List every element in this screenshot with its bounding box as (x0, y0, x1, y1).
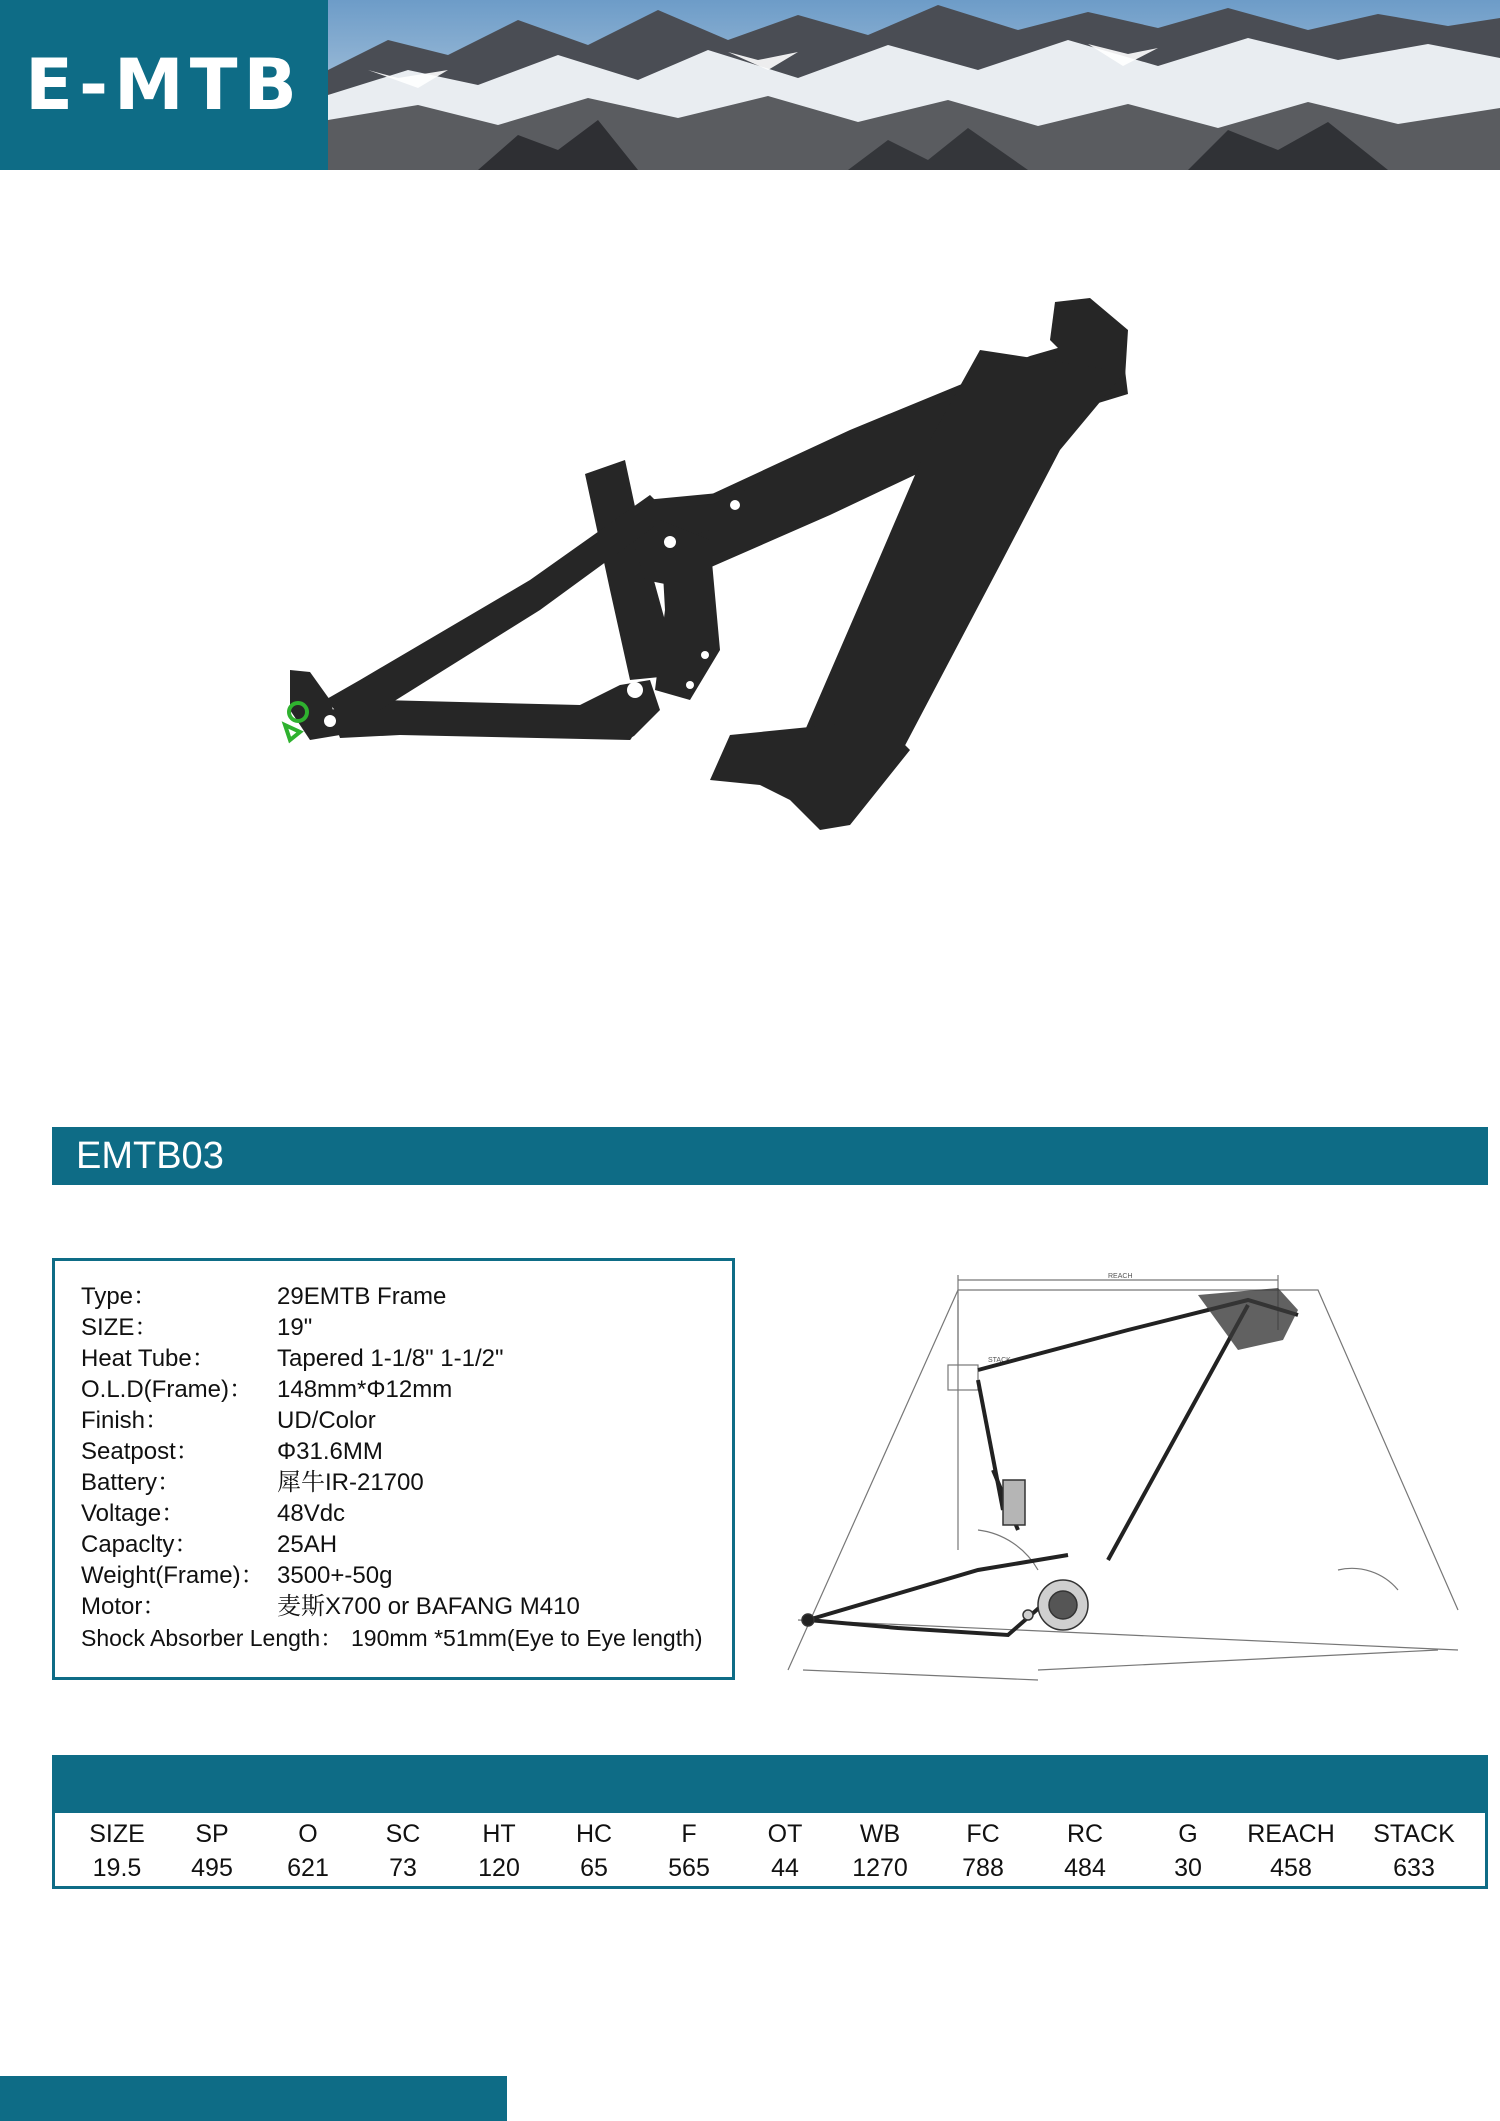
spec-label: Type： (81, 1283, 158, 1310)
geo-value: 30 (1174, 1854, 1202, 1882)
spec-row-battery (81, 1467, 721, 1499)
spec-value: 麦斯X700 or BAFANG M410 (277, 1593, 580, 1620)
spec-value: 29EMTB Frame (277, 1283, 447, 1310)
reach-label: REACH (1108, 1273, 1133, 1280)
geo-value: 1270 (852, 1854, 908, 1882)
spec-label: Capaclty： (81, 1531, 199, 1558)
spec-row-motor (81, 1591, 721, 1623)
spec-value: 19" (277, 1314, 313, 1341)
geo-header: STACK (1373, 1820, 1455, 1848)
spec-label: Finish： (81, 1407, 170, 1434)
geo-value: 65 (580, 1854, 608, 1882)
spec-table (52, 1258, 735, 1680)
geo-header: SC (385, 1820, 421, 1848)
spec-row-voltage (81, 1498, 721, 1530)
geo-header: O (298, 1820, 318, 1848)
geometry-table (52, 1811, 1488, 1889)
geo-value: 565 (668, 1854, 710, 1882)
geometry-drawing (778, 1270, 1468, 1700)
spec-label: O.L.D(Frame)： (81, 1376, 254, 1403)
spec-label: Weight(Frame)： (81, 1562, 265, 1589)
spec-label: Seatpost： (81, 1438, 200, 1465)
geo-header: SP (195, 1820, 229, 1848)
geo-value: 73 (389, 1854, 417, 1882)
spec-row-capacity (81, 1529, 721, 1561)
mountain-banner-image (328, 0, 1500, 170)
spec-value: Φ31.6MM (277, 1438, 383, 1465)
spec-row-seatpost (81, 1436, 721, 1468)
geometry-header-bar (52, 1755, 1488, 1813)
geo-header: RC (1066, 1820, 1104, 1848)
spec-value: 25AH (277, 1531, 338, 1558)
spec-value: 190mm *51mm(Eye to Eye length) (351, 1625, 703, 1651)
geo-header: FC (966, 1820, 1000, 1848)
brand-title: E-MTB (0, 0, 328, 170)
geo-header: SIZE (89, 1820, 145, 1848)
spec-value: 48Vdc (277, 1500, 346, 1527)
geo-value: 44 (771, 1854, 799, 1882)
spec-label: SIZE： (81, 1314, 159, 1341)
geo-value: 788 (962, 1854, 1004, 1882)
spec-label: Battery： (81, 1469, 182, 1496)
spec-label: Motor： (81, 1593, 167, 1620)
spec-row-type (81, 1281, 721, 1313)
geo-header: G (1178, 1820, 1198, 1848)
model-name: EMTB03 (52, 1127, 1488, 1185)
footer-accent-bar (0, 2076, 507, 2121)
geo-value: 495 (191, 1854, 233, 1882)
spec-row-old (81, 1374, 721, 1406)
frame-product-image (150, 280, 1350, 1040)
geo-header: HC (575, 1820, 613, 1848)
spec-value: 148mm*Φ12mm (277, 1376, 453, 1403)
spec-row-shock (81, 1622, 721, 1654)
geo-header: OT (767, 1820, 803, 1848)
spec-value: 犀牛IR-21700 (277, 1469, 424, 1496)
spec-row-weight (81, 1560, 721, 1592)
spec-value: Tapered 1-1/8" 1-1/2" (277, 1345, 504, 1372)
geo-header: REACH (1247, 1820, 1335, 1848)
spec-label: Voltage： (81, 1500, 186, 1527)
spec-row-size (81, 1312, 721, 1344)
geo-header: WB (859, 1820, 901, 1848)
geo-header: HT (482, 1820, 516, 1848)
spec-label: Heat Tube： (81, 1345, 216, 1372)
stack-label: STACK (988, 1357, 1011, 1364)
geo-value: 633 (1393, 1854, 1435, 1882)
geo-value: 120 (478, 1854, 520, 1882)
geo-value: 19.5 (92, 1854, 142, 1882)
spec-value: 3500+-50g (277, 1562, 393, 1589)
geo-value: 484 (1064, 1854, 1106, 1882)
geo-header: F (681, 1820, 697, 1848)
spec-label: Shock Absorber Length： (81, 1625, 344, 1651)
spec-row-head-tube (81, 1343, 721, 1375)
spec-row-finish (81, 1405, 721, 1437)
spec-value: UD/Color (277, 1407, 376, 1434)
geo-value: 458 (1270, 1854, 1312, 1882)
geo-value: 621 (287, 1854, 329, 1882)
